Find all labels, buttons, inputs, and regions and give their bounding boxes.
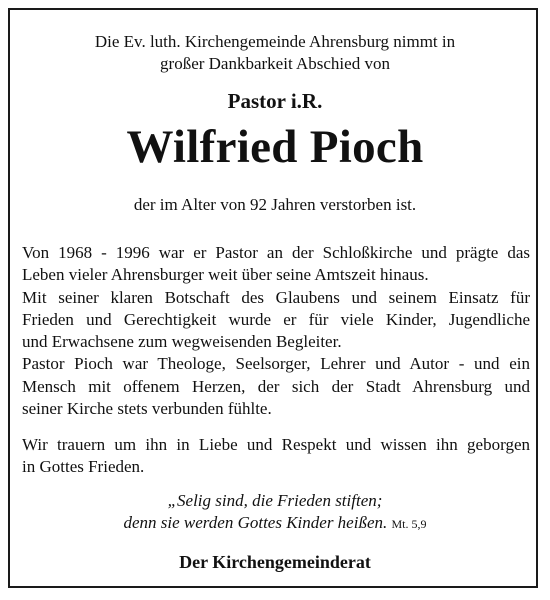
age-statement: der im Alter von 92 Jahren verstorben ist. [133,195,417,214]
biography-line: seiner Kirche stets verbunden fühlte. [22,399,272,419]
intro-line-1: Die Ev. luth. Kirchengemeinde Ahrensburg nimmt in [94,32,456,51]
biography-line: Von 1968 - 1996 war er Pastor an der Schloßkirche und prägte das [22,243,530,262]
mourning-line: in Gottes Frieden. [22,457,145,477]
biography-paragraph [22,242,530,420]
bible-quote-line-1: „Selig sind, die Frieden stiften; [167,491,383,510]
bible-quote-line-2 [0,512,550,535]
signature: Der Kirchengemeinderat [179,552,371,572]
biography-line: Pastor Pioch war Theologe, Seelsorger, Lehrer und Autor - und ein [22,354,530,374]
deceased-name: Wilfried Pioch [126,121,424,173]
deceased-title: Pastor i.R. [227,89,323,113]
bible-reference: Mt. 5,9 [391,517,427,531]
biography-line: Mit seiner klaren Botschaft des Glaubens und seinem Einsatz für [22,287,530,307]
biography-line: und Erwachsene zum wegweisenden Begleiter. [22,332,342,352]
intro-line-2: großer Dankbarkeit Abschied von [160,54,390,73]
biography-line: Leben vieler Ahrensburger weit über seine Amtszeit hinaus. [22,265,429,285]
biography-line: Mensch mit offenem Herzen, der sich der Stadt Ahrensburg und [22,376,530,396]
mourning-paragraph [22,434,530,479]
mourning-line: Wir trauern um ihn in Liebe und Respekt und wissen ihn geborgen [22,435,530,454]
bible-quote-text: denn sie werden Gottes Kinder heißen. [123,513,388,532]
biography-line: Frieden und Gerechtigkeit wurde er für viele Kinder, Jugendliche [22,309,530,329]
